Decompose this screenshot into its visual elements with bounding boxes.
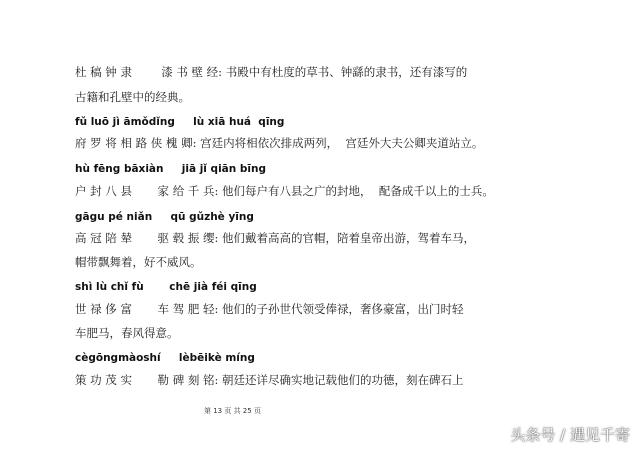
pinyin-line: cègōngmàoshí lèbēikè míng xyxy=(75,352,255,364)
text-line: 杜 稿 钟 隶 漆 书 壁 经: 书殿中有杜度的草书、钟繇的隶书，还有漆写的 xyxy=(75,65,468,79)
text-line: 古籍和孔壁中的经典。 xyxy=(75,90,190,104)
text-line: 户 封 八 县 家 给 千 兵: 他们每户有八县之广的封地， 配备成千以上的士兵。 xyxy=(75,184,494,198)
text-line: 高 冠 陪 辇 驱 毂 振 缨: 他们戴着高高的官帽，陪着皇帝出游，驾着车马， xyxy=(75,231,476,245)
text-line: 策 功 茂 实 勒 碑 刻 铭: 朝廷还详尽确实地记载他们的功德，刻在碑石上 xyxy=(75,373,464,387)
text-line: 帽带飘舞着，好不威风。 xyxy=(75,255,202,269)
pinyin-line: shì lù chǐ fù chē jià féi qīng xyxy=(75,281,257,293)
text-line: 府 罗 将 相 路 侠 槐 卿: 宫廷内将相依次排成两列， 宫廷外大夫公卿夹道站立。 xyxy=(75,136,484,150)
pinyin-line: hù fēng bāxiàn jiā jǐ qiān bīng xyxy=(75,163,266,175)
pinyin-line: fǔ luō jì āmǒdǐng lù xiā huá qīng xyxy=(75,116,285,128)
page-number-footer: 第 13 页 共 25 页 xyxy=(204,407,261,415)
text-line: 车肥马，春风得意。 xyxy=(75,326,179,340)
text-line: 世 禄 侈 富 车 驾 肥 轻: 他们的子孙世代领受俸禄，奢侈豪富，出门时轻 xyxy=(75,302,464,316)
watermark: 头条号 / 遇见千寄 xyxy=(510,426,630,444)
pinyin-line: gāgu pé niǎn qū gǔzhè yīng xyxy=(75,211,254,223)
